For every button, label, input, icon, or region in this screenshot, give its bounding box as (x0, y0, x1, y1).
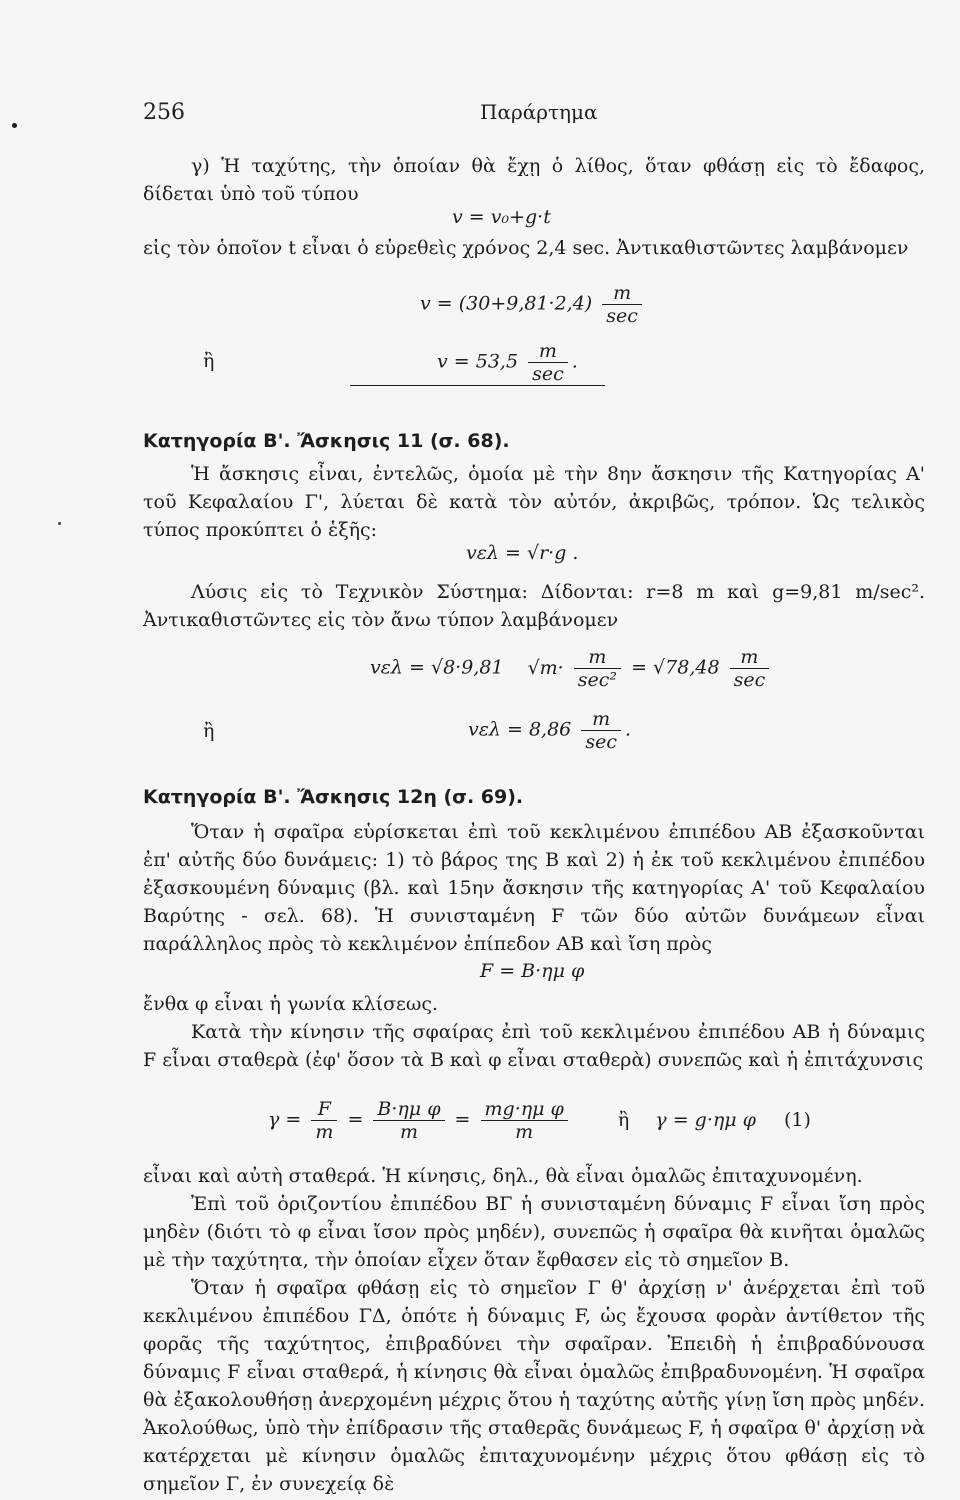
fraction-numerator: m (602, 282, 642, 305)
paragraph: εἰς τὸν ὁποῖον t εἶναι ὁ εὑρεθεὶς χρόνος 2,4 sec. Ἀντικαθιστῶντες λαμβάνομεν (143, 237, 909, 259)
fraction-denominator: sec (532, 363, 564, 385)
fraction-numerator: m (528, 340, 568, 363)
fraction (373, 1098, 444, 1143)
fraction (311, 1098, 337, 1143)
equation-part: γ = g·ημ φ (655, 1108, 756, 1131)
running-title: Παράρτημα (480, 100, 598, 124)
paragraph: Ἐπὶ τοῦ ὁριζοντίου ἐπιπέδου ΒΓ ἡ συνισταμένη δύναμις F εἶναι ἴση πρὸς μηδὲν (διότι τὸ φ εἶναι ἴσον πρὸς μηδέν), συνεπῶς ἡ σφαῖρα θὰ κινῆται ὁμαλῶς μὲ τὴν ταχύτητα, τὴν ὁποίαν εἶχεν ὅταν ἔφθασεν εἰς τὸ σημεῖον Β. (143, 1193, 925, 1271)
equation-part: γ = (268, 1108, 302, 1131)
fraction-numerator: m (730, 646, 770, 669)
fraction-denominator: m (315, 1121, 334, 1143)
margin-mark (58, 522, 61, 525)
paragraph: Ὅταν ἡ σφαῖρα φθάσῃ εἰς τὸ σημεῖον Γ θ' ἀρχίσῃ ν' ἀνέρχεται ἐπὶ τοῦ κεκλιμένου ἐπιπέδου ΓΔ, ὁπότε ἡ δύναμις F, ὡς ἔχουσα φορὰν ἀντίθετον τῆς φορᾶς τῆς ταχύτητος, ἐπιβραδύνει τὴν σφαῖραν. Ἐπειδὴ ἡ ἐπιβραδύνουσα δύναμις F εἶναι σταθερά, ἡ κίνησις θὰ εἶναι ὁμαλῶς ἐπιβραδυνομένη. Ἡ σφαῖρα θὰ ἐξακολουθήσῃ ἀνερχομένη μέχρις ὅτου ἡ ταχύτης αὐτῆς γίνῃ ἴση πρὸς μηδέν. Ἀκολούθως, ὑπὸ τὴν ἐπίδρασιν τῆς σταθερᾶς δυνάμεως F, ἡ σφαῖρα θ' ἀρχίσῃ νὰ κατέρχεται μὲ κίνησιν ὁμαλῶς ἐπιταχυνομένην μέχρις ὅτου φθάσῃ εἰς τὸ σημεῖον Γ, ἐν συνεχείᾳ δὲ (143, 1277, 925, 1495)
paragraph: Λύσις εἰς τὸ Τεχνικὸν Σύστημα: Δίδονται: r=8 m καὶ g=9,81 m/sec². Ἀντικαθιστῶντες εἰς τὸν ἄνω τύπον λαμβάνομεν (143, 581, 925, 631)
fraction (581, 708, 621, 753)
equation-tag: (1) (783, 1108, 811, 1131)
paragraph: Ὅταν ἡ σφαῖρα εὑρίσκεται ἐπὶ τοῦ κεκλιμένου ἐπιπέδου ΑΒ ἐξασκοῦνται ἐπ' αὐτῆς δύο δυνάμεις: 1) τὸ βάρος της Β καὶ 2) ἡ ἐκ τοῦ κεκλιμένου ἐπιπέδου ἐξασκουμένη δύναμις (βλ. καὶ 15ην ἄσκησιν τῆς κατηγορίας Α' τοῦ Κεφαλαίου Βαρύτης - σελ. 68). Ἡ συνισταμένη F τῶν δύο αὐτῶν δυνάμεων εἶναι παράλληλος πρὸς τὸ κεκλιμένον ἐπίπεδον ΑΒ καὶ ἴση πρὸς (143, 821, 925, 955)
acceleration-equation (268, 1098, 811, 1143)
fraction (602, 282, 642, 327)
fraction (730, 646, 770, 691)
fraction-numerator: mg·ημ φ (481, 1098, 568, 1121)
equation-end: . (571, 350, 578, 373)
equation-lhs: v = 53,5 (437, 350, 519, 373)
page-number: 256 (143, 100, 185, 125)
equation (370, 646, 773, 691)
paragraph: εἶναι καὶ αὐτὴ σταθερά. Ἡ κίνησις, δηλ., θὰ εἶναι ὁμαλῶς ἐπιταχυνομένη. (143, 1165, 863, 1187)
equation (468, 708, 631, 753)
fraction-denominator: sec (733, 669, 766, 691)
fraction-numerator: m (581, 708, 621, 731)
eta-connector: ἢ (617, 1108, 630, 1131)
fraction-numerator: m (574, 646, 621, 669)
equation-part: vελ = √8·9,81 (370, 656, 504, 679)
fraction-denominator: sec² (577, 669, 618, 691)
paragraph: Ἡ ἄσκησις εἶναι, ἐντελῶς, ὁμοία μὲ τὴν 8ην ἄσκησιν τῆς Κατηγορίας Α' τοῦ Κεφαλαίου Γ', λύεται δὲ κατὰ τὸν αὐτόν, ἀκριβῶς, τρόπον. Ὡς τελικὸς τύπος προκύπτει ὁ ἑξῆς: (143, 463, 925, 541)
eta-connector: ἢ (203, 720, 215, 742)
equation-lhs: v = (30+9,81·2,4) (420, 292, 593, 315)
fraction (528, 340, 568, 385)
fraction-denominator: m (399, 1121, 418, 1143)
formula-velocity: v = v₀+g·t (452, 206, 551, 228)
paragraph: ἔνθα φ εἶναι ἡ γωνία κλίσεως. (143, 993, 439, 1015)
equation (437, 340, 578, 385)
section-heading: Κατηγορία Β'. Ἄσκησις 11 (σ. 68). (143, 430, 510, 452)
page-header (0, 100, 960, 136)
equation-end: . (624, 718, 632, 741)
equation-part: √m· (527, 656, 564, 679)
fraction-denominator: sec (606, 305, 638, 327)
fraction (481, 1098, 568, 1143)
fraction-denominator: sec (585, 731, 617, 753)
formula: vελ = √r·g . (466, 542, 579, 564)
equation-lhs: vελ = 8,86 (468, 718, 572, 741)
section-heading: Κατηγορία Β'. Ἄσκησις 12η (σ. 69). (143, 786, 524, 808)
paragraph: γ) Ἡ ταχύτης, τὴν ὁποίαν θὰ ἔχῃ ὁ λίθος, ὅταν φθάσῃ εἰς τὸ ἔδαφος, δίδεται ὑπὸ τοῦ τύπου (143, 155, 925, 205)
equation-part: = (454, 1108, 471, 1131)
fraction (574, 646, 621, 691)
equation-part: = √78,48 (631, 656, 720, 679)
section-rule (350, 385, 605, 386)
equation (420, 282, 646, 327)
fraction-numerator: F (311, 1098, 337, 1121)
formula-force: F = B·ημ φ (480, 960, 585, 982)
fraction-denominator: m (515, 1121, 534, 1143)
eta-connector: ἢ (203, 350, 215, 372)
equation-part: = (347, 1108, 364, 1131)
fraction-numerator: B·ημ φ (373, 1098, 444, 1121)
paragraph: Κατὰ τὴν κίνησιν τῆς σφαίρας ἐπὶ τοῦ κεκλιμένου ἐπιπέδου ΑΒ ἡ δύναμις F εἶναι σταθερὰ (ἐφ' ὅσον τὰ Β καὶ φ εἶναι σταθερὰ) συνεπῶς καὶ ἡ ἐπιτάχυνσις (143, 1021, 925, 1071)
